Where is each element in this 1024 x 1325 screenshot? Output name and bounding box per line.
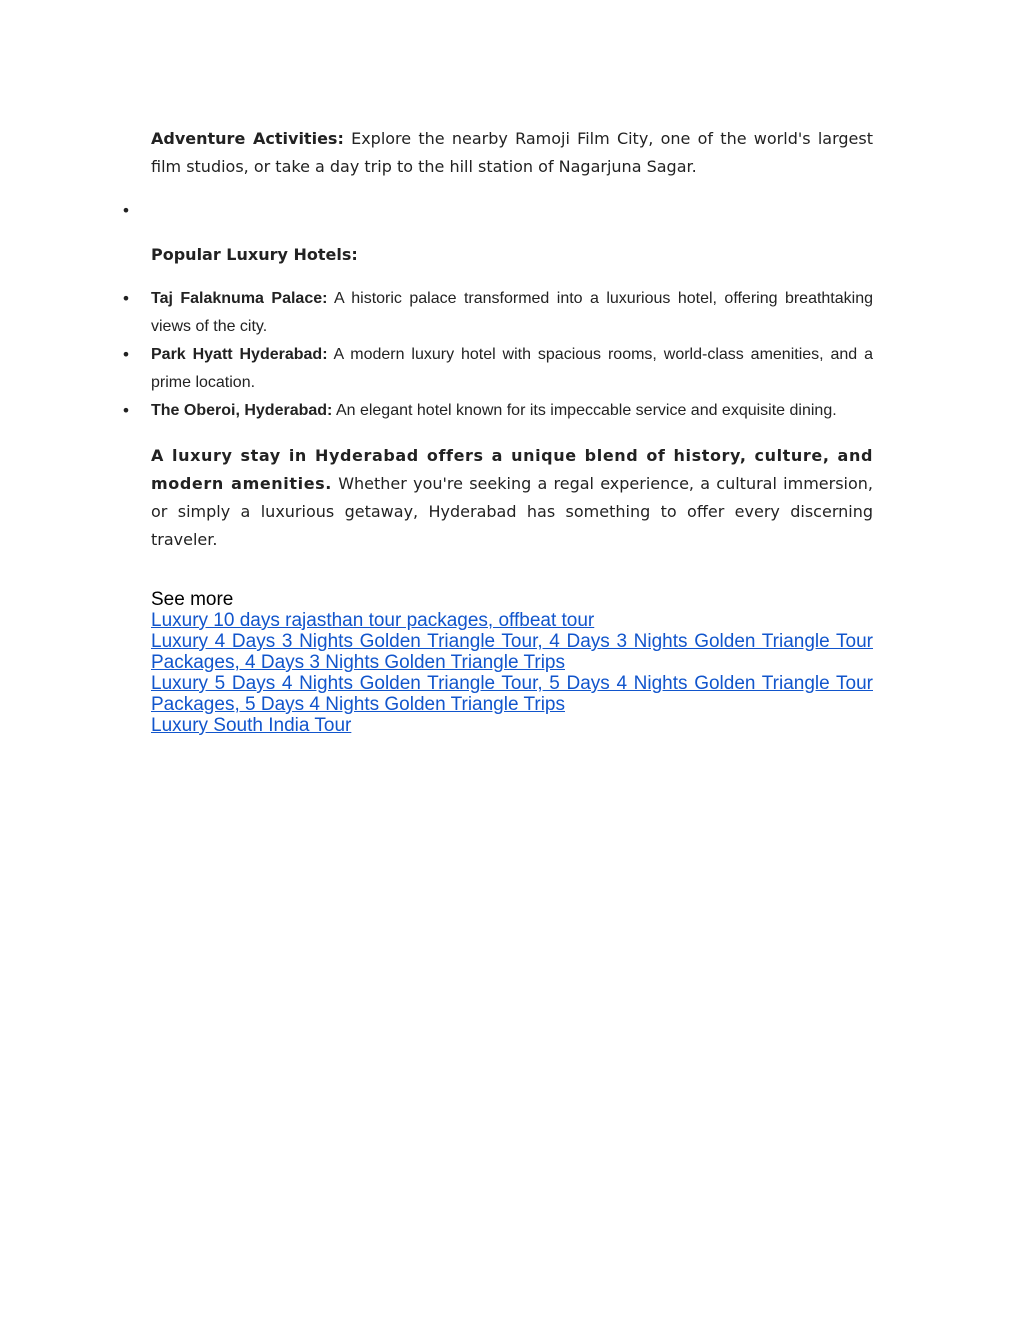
hotel-list: [121, 285, 874, 425]
see-more-link-golden-triangle-4-days[interactable]: Luxury 4 Days 3 Nights Golden Triangle Tour, 4 Days 3 Nights Golden Triangle Tour Packages, 4 Days 3 Nights Golden Triangle Trips: [151, 631, 873, 673]
see-more-section: [151, 589, 873, 736]
bullet-icon: •: [121, 289, 131, 308]
hotel-item-park-hyatt: [121, 341, 873, 397]
closing-text: Whether you're seeking a regal experience, a cultural immersion, or simply a luxurious getaway, Hyderabad has something to offer every discerning traveler.: [151, 474, 873, 549]
hotels-heading: Popular Luxury Hotels:: [151, 245, 358, 264]
hotel-item-taj-falaknuma: [121, 285, 874, 341]
empty-list-item: [121, 197, 873, 225]
see-more-link-rajasthan[interactable]: Luxury 10 days rajasthan tour packages, offbeat tour: [151, 610, 595, 631]
bullet-icon: •: [121, 345, 131, 364]
adventure-paragraph: [151, 125, 873, 181]
closing-paragraph: [151, 442, 873, 554]
closing-lead: A luxury stay in Hyderabad offers a unique blend of history, culture, and modern amenities.: [151, 446, 873, 493]
document-content: [121, 125, 874, 736]
hotel-name: Park Hyatt Hyderabad:: [151, 346, 328, 363]
bullet-icon: •: [121, 401, 131, 420]
hotel-description: A modern luxury hotel with spacious rooms, world-class amenities, and a prime location.: [151, 346, 873, 391]
hotel-item-oberoi: [121, 397, 873, 425]
see-more-title: See more: [151, 589, 234, 610]
see-more-link-south-india[interactable]: Luxury South India Tour: [151, 715, 352, 736]
see-more-link-golden-triangle-5-days[interactable]: Luxury 5 Days 4 Nights Golden Triangle Tour, 5 Days 4 Nights Golden Triangle Tour Packages, 5 Days 4 Nights Golden Triangle Trips: [151, 673, 873, 715]
hotel-name: Taj Falaknuma Palace:: [151, 290, 328, 307]
hotel-description: A historic palace transformed into a luxurious hotel, offering breathtaking views of the city.: [151, 290, 874, 335]
hotel-description: An elegant hotel known for its impeccable service and exquisite dining.: [332, 402, 837, 419]
hotel-name: The Oberoi, Hyderabad:: [151, 402, 333, 419]
bullet-icon: •: [121, 201, 131, 220]
adventure-text: Explore the nearby Ramoji Film City, one of the world's largest film studios, or take a day trip to the hill station of Nagarjuna Sagar.: [151, 129, 873, 176]
adventure-label: Adventure Activities:: [151, 129, 344, 148]
